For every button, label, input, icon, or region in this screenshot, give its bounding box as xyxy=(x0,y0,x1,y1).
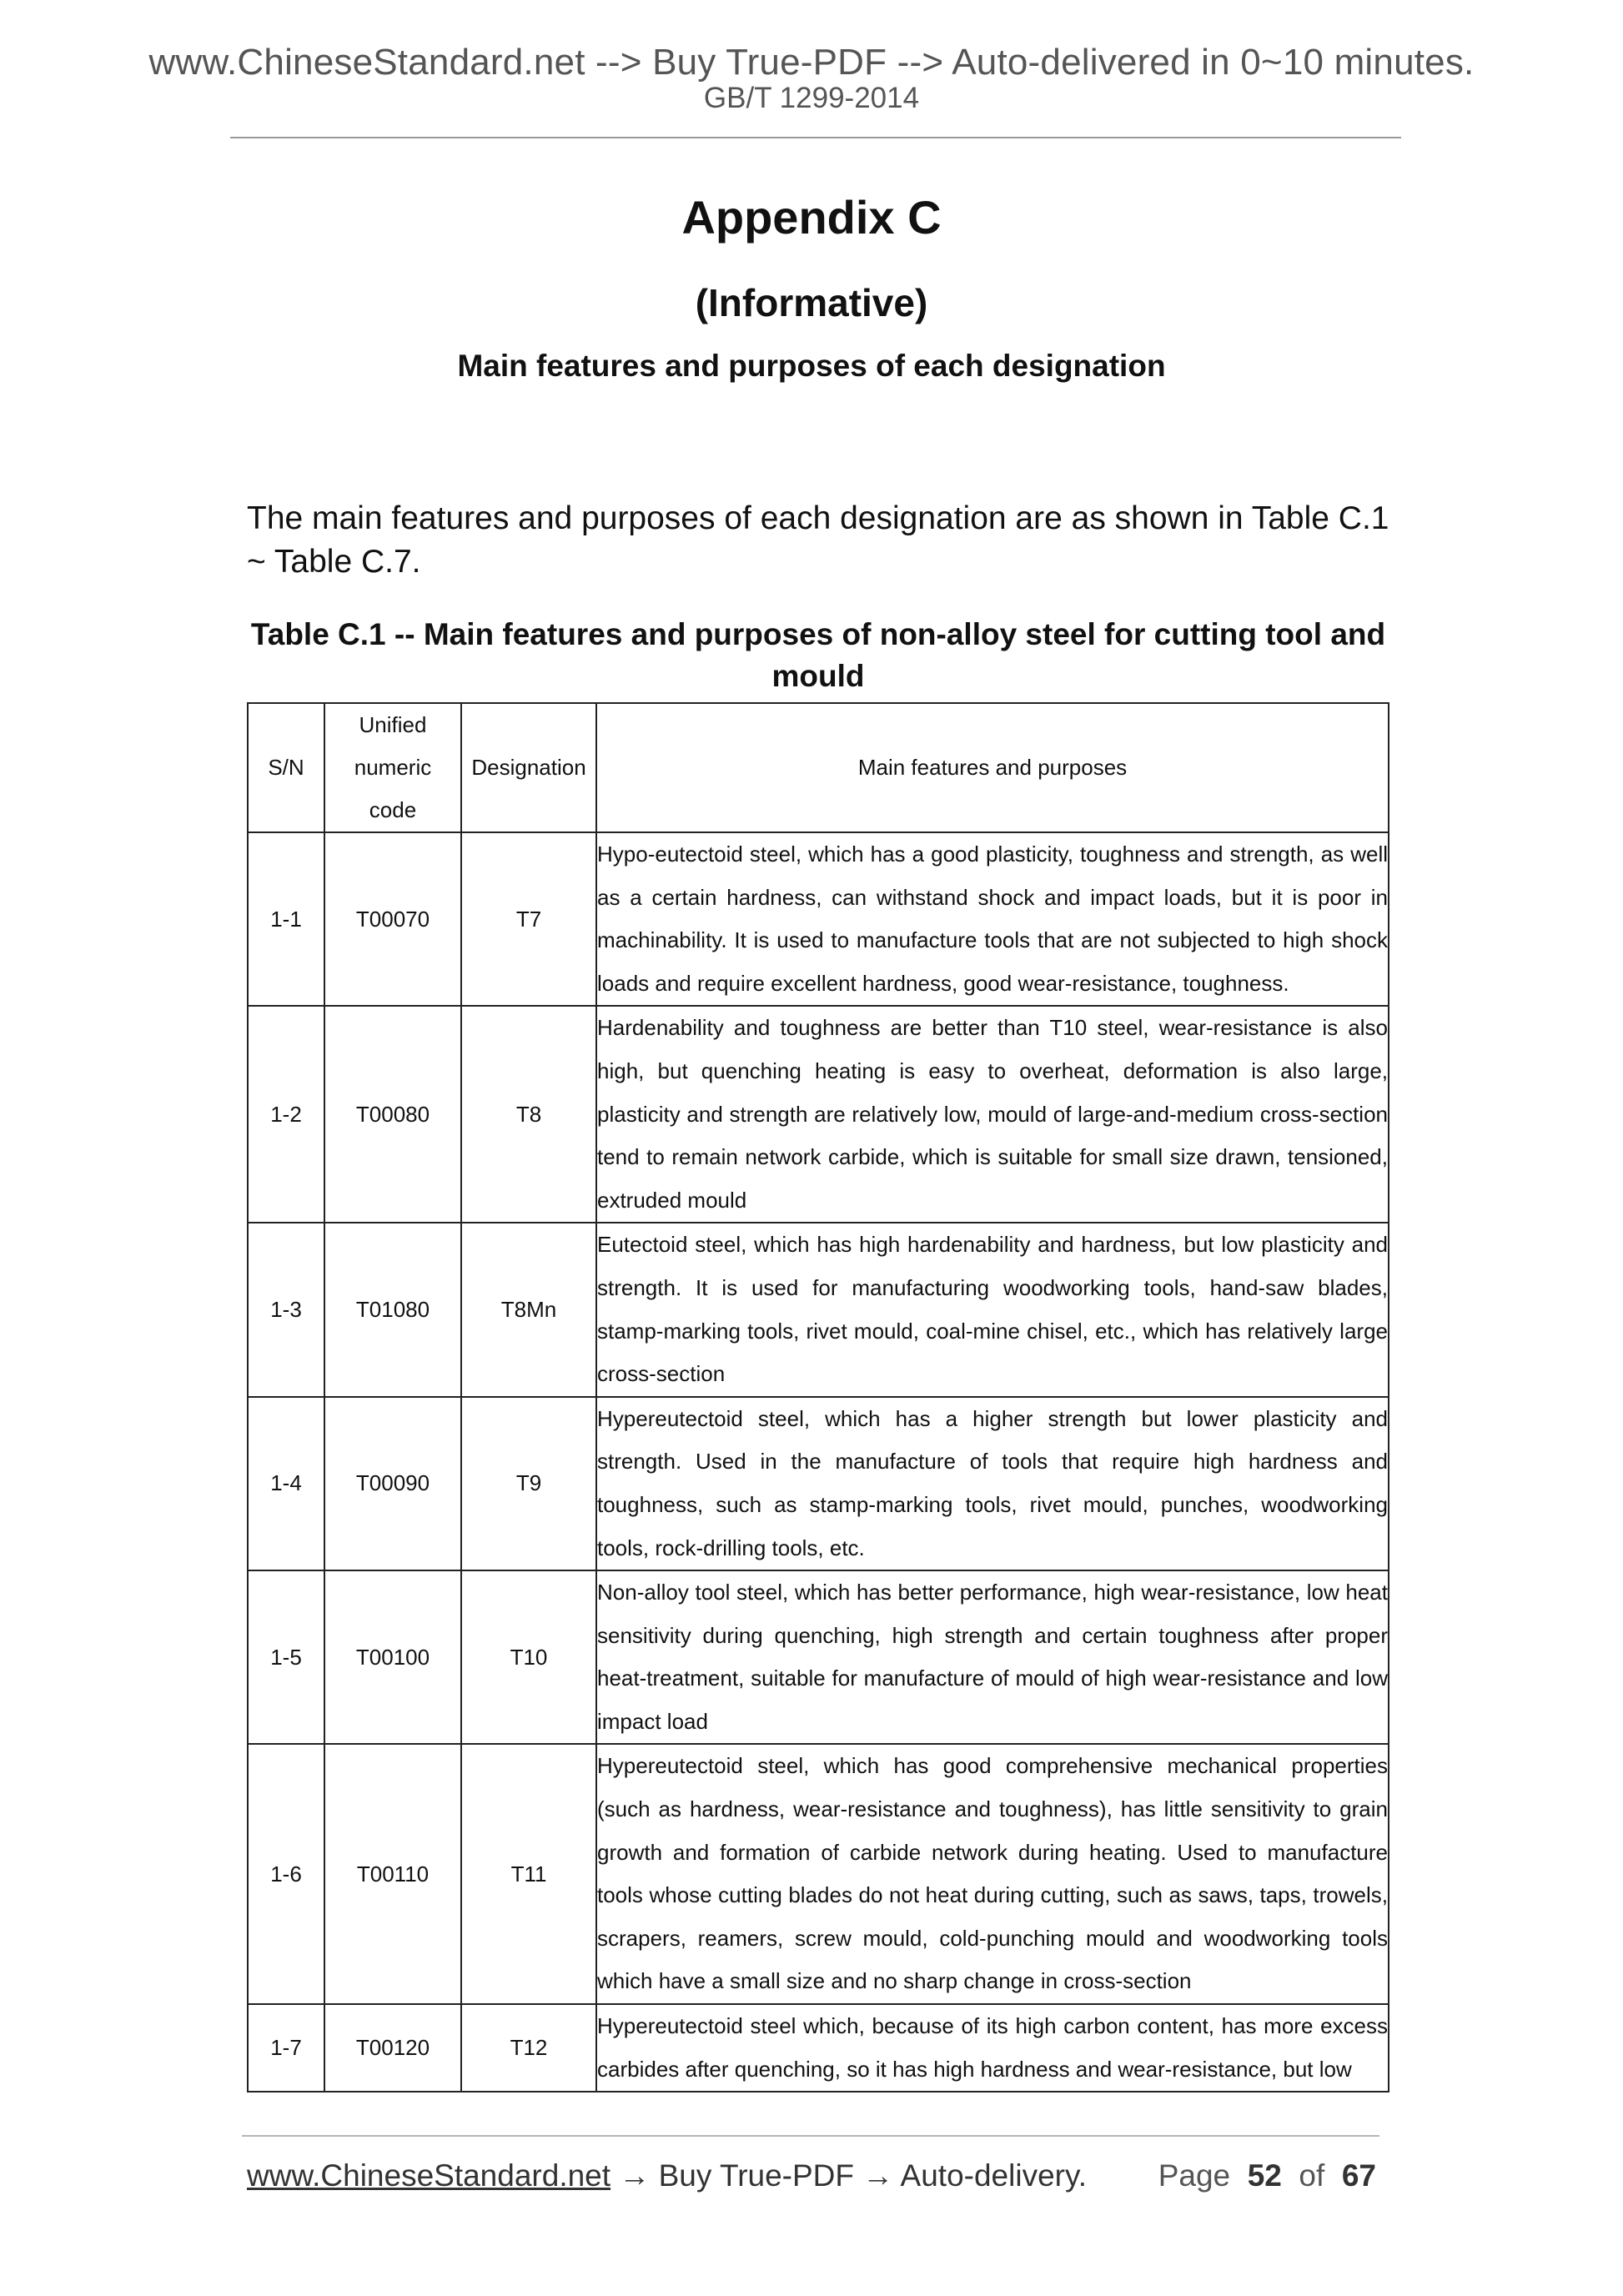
cell-designation: T10 xyxy=(461,1570,596,1744)
cell-code: T01080 xyxy=(324,1223,461,1396)
footer-buy-text: Buy True-PDF xyxy=(658,2158,855,2193)
appendix-type: (Informative) xyxy=(695,281,928,324)
cell-sn: 1-6 xyxy=(248,1744,324,2004)
arrow-right-icon: → xyxy=(619,2158,651,2193)
cell-code: T00070 xyxy=(324,832,461,1006)
header-designation: Designation xyxy=(461,703,596,832)
cell-code: T00100 xyxy=(324,1570,461,1744)
appendix-subtitle: Main features and purposes of each designation xyxy=(457,349,1166,383)
footer-promo xyxy=(247,2158,1087,2193)
cell-features: Hypo-eutectoid steel, which has a good plasticity, toughness and strength, as well as a certain hardness, can withstand shock and impact loads, but it is poor in machinability. It is used to manufacture tools that are not subjected to high shock loads and require excellent hardness, good wear-resistance, toughness. xyxy=(596,832,1389,1006)
footer-delivery-text: Auto-delivery. xyxy=(900,2158,1088,2193)
table-caption: Table C.1 -- Main features and purposes of non-alloy steel for cutting tool and mould xyxy=(250,617,1386,693)
cell-code: T00110 xyxy=(324,1744,461,2004)
cell-designation: T8Mn xyxy=(461,1223,596,1396)
cell-sn: 1-5 xyxy=(248,1570,324,1744)
cell-sn: 1-7 xyxy=(248,2004,324,2092)
cell-features: Eutectoid steel, which has high hardenability and hardness, but low plasticity and strength. It is used for manufacturing woodworking tools, hand-saw blades, stamp-marking tools, rivet mould, coal-mine chisel, etc., which has relatively large cross-section xyxy=(596,1223,1389,1396)
header-code-line3: code xyxy=(369,797,417,822)
header-sn: S/N xyxy=(248,703,324,832)
appendix-title: Appendix C xyxy=(681,191,942,244)
table-row xyxy=(248,1570,1389,1744)
table-row xyxy=(248,832,1389,1006)
standard-number: GB/T 1299-2014 xyxy=(703,82,920,114)
page-of: of xyxy=(1299,2158,1325,2193)
arrow-right-icon: → xyxy=(862,2158,894,2193)
page-word: Page xyxy=(1158,2158,1231,2193)
page-total: 67 xyxy=(1341,2158,1376,2193)
features-table xyxy=(247,702,1389,2093)
cell-designation: T8 xyxy=(461,1006,596,1223)
table-row xyxy=(248,1744,1389,2004)
cell-sn: 1-2 xyxy=(248,1006,324,1223)
table-row xyxy=(248,1397,1389,1570)
cell-code: T00090 xyxy=(324,1397,461,1570)
cell-designation: T7 xyxy=(461,832,596,1006)
cell-features: Hardenability and toughness are better than T10 steel, wear-resistance is also high, but quenching heating is easy to overheat, deformation is also large, plasticity and strength are relatively low, mould of large-and-medium cross-section tend to remain network carbide, which is suitable for small size drawn, tensioned, extruded mould xyxy=(596,1006,1389,1223)
cell-features: Non-alloy tool steel, which has better performance, high wear-resistance, low heat sensitivity during quenching, high strength and certain toughness after proper heat-treatment, suitable for manufacture of mould of high wear-resistance and low impact load xyxy=(596,1570,1389,1744)
table-row xyxy=(248,1223,1389,1396)
header-code-line1: Unified xyxy=(359,712,427,737)
cell-sn: 1-3 xyxy=(248,1223,324,1396)
table-header-row xyxy=(248,703,1389,832)
page-indicator xyxy=(1158,2158,1376,2193)
header-features: Main features and purposes xyxy=(596,703,1389,832)
cell-code: T00080 xyxy=(324,1006,461,1223)
table-row xyxy=(248,1006,1389,1223)
footer-site-link[interactable]: www.ChineseStandard.net xyxy=(247,2158,611,2193)
cell-designation: T12 xyxy=(461,2004,596,2092)
cell-code: T00120 xyxy=(324,2004,461,2092)
intro-paragraph: The main features and purposes of each designation are as shown in Table C.1 ~ Table C.7. xyxy=(247,500,1389,580)
header-unified-code xyxy=(324,703,461,832)
cell-designation: T11 xyxy=(461,1744,596,2004)
cell-features: Hypereutectoid steel, which has good comprehensive mechanical properties (such as hardness, wear-resistance and toughness), has little sensitivity to grain growth and formation of carbide network during heating. Used to manufacture tools whose cutting blades do not heat during cutting, such as saws, taps, trowels, scrapers, reamers, screw mould, cold-punching mould and woodworking tools which have a small size and no sharp change in cross-section xyxy=(596,1744,1389,2004)
page-current: 52 xyxy=(1247,2158,1282,2193)
cell-sn: 1-1 xyxy=(248,832,324,1006)
header-code-line2: numeric xyxy=(354,755,432,780)
footer-divider xyxy=(242,2135,1379,2137)
header-divider xyxy=(230,137,1401,138)
table-row xyxy=(248,2004,1389,2092)
cell-designation: T9 xyxy=(461,1397,596,1570)
site-banner: www.ChineseStandard.net --> Buy True-PDF --> Auto-delivered in 0~10 minutes. xyxy=(148,42,1475,83)
cell-features: Hypereutectoid steel, which has a higher strength but lower plasticity and strength. Used in the manufacture of tools that require high hardness and toughness, such as stamp-marking tools, rivet mould, punches, woodworking tools, rock-drilling tools, etc. xyxy=(596,1397,1389,1570)
cell-sn: 1-4 xyxy=(248,1397,324,1570)
cell-features: Hypereutectoid steel which, because of its high carbon content, has more excess carbides after quenching, so it has high hardness and wear-resistance, but low xyxy=(596,2004,1389,2092)
